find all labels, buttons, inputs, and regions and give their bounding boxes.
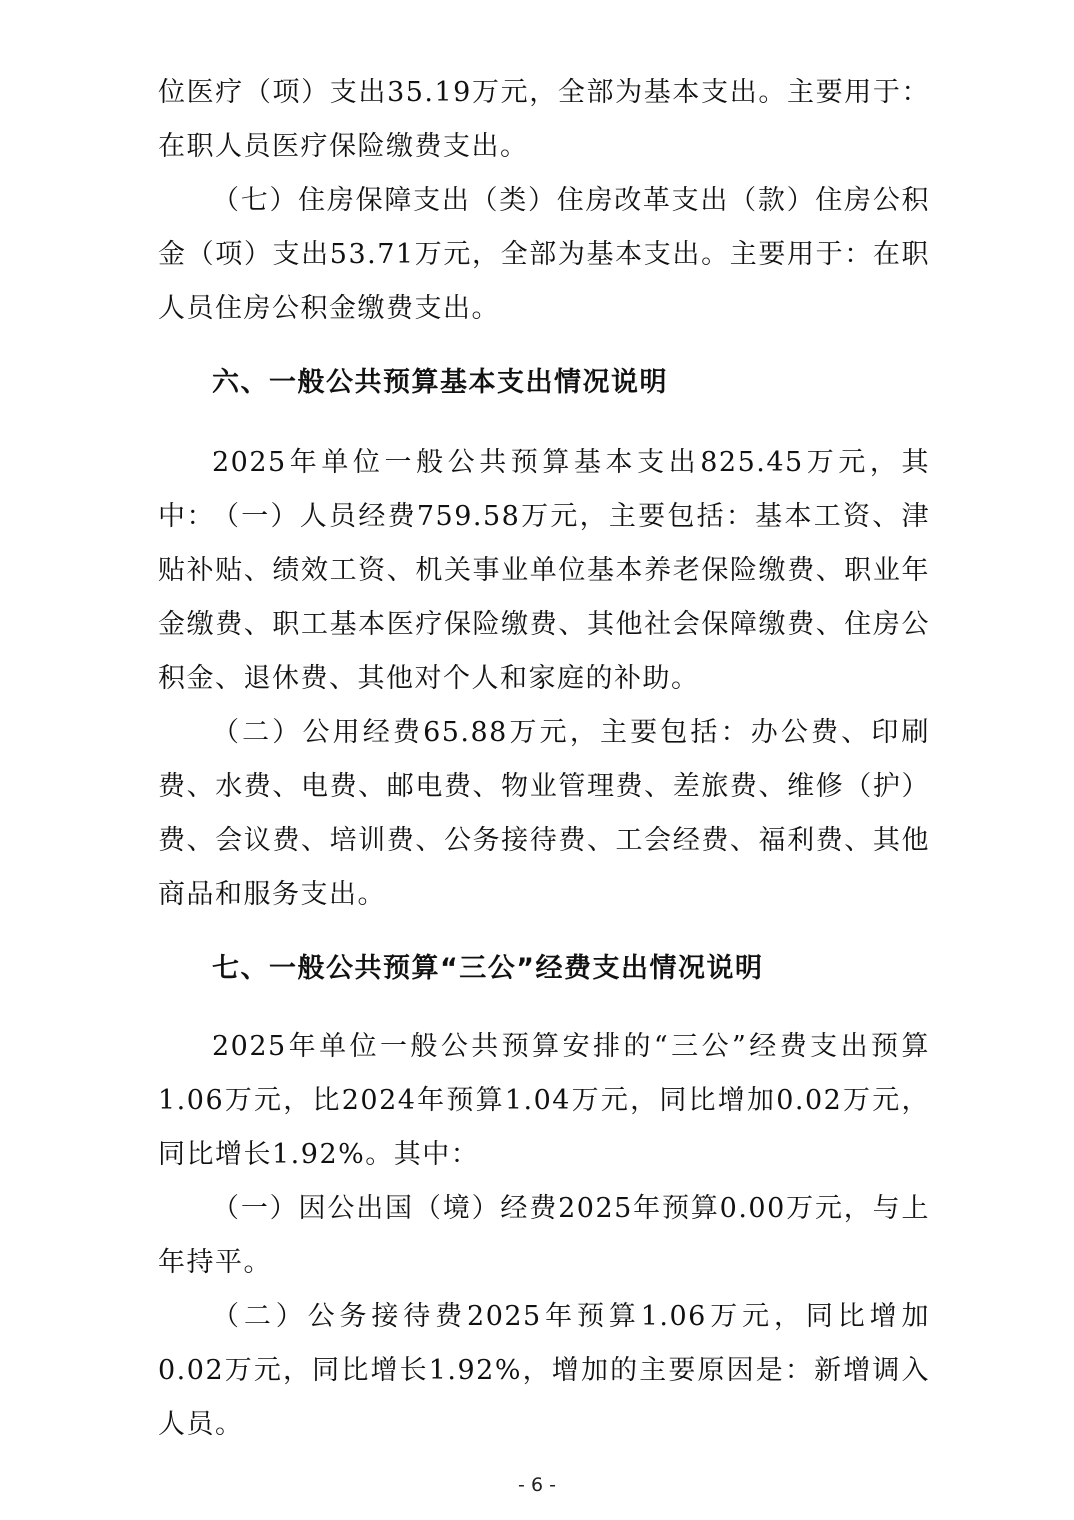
paragraph-housing-expenditure: （七）住房保障支出（类）住房改革支出（款）住房公积金（项）支出53.71万元，全部为基本支出。主要用于：在职人员住房公积金缴费支出。	[158, 185, 930, 324]
paragraph-personnel-expenses: （一）人员经费759.58万元，主要包括：基本工资、津贴补贴、绩效工资、机关事业单位基本养老保险缴费、职业年金缴费、职工基本医疗保险缴费、其他社会保障缴费、住房公积金、退休费、其他对个人和家庭的补助。	[158, 501, 930, 694]
paragraph-reception-expenses: （二）公务接待费2025年预算1.06万元，同比增加0.02万元，同比增长1.92%，增加的主要原因是：新增调入人员。	[158, 1301, 930, 1440]
paragraph-basic-expenditure-total: 2025年单位一般公共预算基本支出825.45万元，其中：	[158, 447, 930, 532]
paragraph-overseas-expenses: （一）因公出国（境）经费2025年预算0.00万元，与上年持平。	[158, 1193, 930, 1278]
section-heading-three-public-expenses: 七、一般公共预算“三公”经费支出情况说明	[212, 953, 764, 984]
paragraph-public-expenses: （二）公用经费65.88万元，主要包括：办公费、印刷费、水费、电费、邮电费、物业管理费、差旅费、维修（护）费、会议费、培训费、公务接待费、工会经费、福利费、其他商品和服务支出。	[158, 717, 930, 910]
page-number: - 6 -	[518, 1474, 556, 1496]
paragraph-medical-continuation: 位医疗（项）支出35.19万元，全部为基本支出。主要用于：在职人员医疗保险缴费支出。	[158, 77, 930, 162]
section-heading-basic-expenditure: 六、一般公共预算基本支出情况说明	[212, 367, 668, 398]
paragraph-three-public-total: 2025年单位一般公共预算安排的“三公”经费支出预算1.06万元，比2024年预算1.04万元，同比增加0.02万元，同比增长1.92%。其中：	[158, 1031, 930, 1170]
